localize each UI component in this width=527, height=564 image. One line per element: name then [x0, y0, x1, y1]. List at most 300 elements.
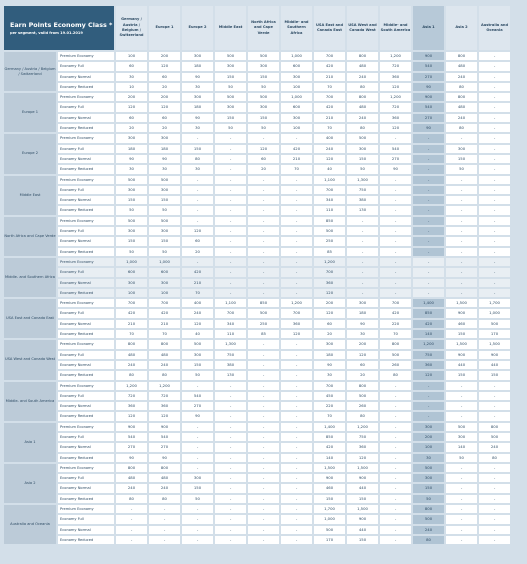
- points-cell: -: [446, 515, 477, 523]
- points-cell: -: [281, 237, 312, 245]
- points-cell: -: [413, 165, 444, 173]
- points-cell: -: [479, 495, 510, 503]
- points-cell: 460: [446, 320, 477, 328]
- class-label: Economy Full: [58, 145, 114, 153]
- points-cell: 150: [347, 495, 378, 503]
- points-cell: -: [182, 382, 213, 390]
- class-label: Economy Reduced: [58, 289, 114, 297]
- points-cell: -: [248, 402, 279, 410]
- points-cell: 120: [182, 227, 213, 235]
- points-cell: -: [182, 433, 213, 441]
- class-label: Economy Reduced: [58, 454, 114, 462]
- class-label: Economy Normal: [58, 402, 114, 410]
- points-cell: -: [215, 279, 246, 287]
- points-cell: 700: [314, 52, 345, 60]
- points-cell: 700: [149, 299, 180, 307]
- points-cell: 60: [149, 73, 180, 81]
- points-cell: 120: [248, 145, 279, 153]
- points-cell: 150: [182, 145, 213, 153]
- points-cell: 800: [149, 340, 180, 348]
- points-cell: -: [281, 289, 312, 297]
- class-label: Economy Full: [58, 186, 114, 194]
- points-cell: 50: [446, 165, 477, 173]
- points-cell: 30: [314, 371, 345, 379]
- points-cell: 1,000: [281, 52, 312, 60]
- table-row: [4, 258, 510, 266]
- points-cell: 480: [347, 62, 378, 70]
- points-cell: -: [479, 124, 510, 132]
- points-cell: 500: [116, 176, 147, 184]
- points-cell: 80: [182, 155, 213, 163]
- points-cell: 140: [446, 443, 477, 451]
- points-cell: 1,700: [479, 299, 510, 307]
- points-cell: -: [215, 484, 246, 492]
- points-cell: 300: [182, 93, 213, 101]
- points-cell: -: [380, 515, 411, 523]
- points-cell: 90: [347, 320, 378, 328]
- points-cell: 100: [281, 124, 312, 132]
- table-row: [4, 382, 510, 390]
- points-cell: 800: [347, 52, 378, 60]
- class-label: Premium Economy: [58, 340, 114, 348]
- points-cell: 120: [314, 155, 345, 163]
- region-label: Australia and Oceania: [4, 505, 56, 544]
- points-cell: 300: [347, 299, 378, 307]
- points-cell: 800: [479, 423, 510, 431]
- points-cell: 1,000: [479, 309, 510, 317]
- points-cell: -: [248, 505, 279, 513]
- points-cell: 80: [149, 495, 180, 503]
- table-title-cell: [4, 6, 114, 50]
- points-cell: 1,100: [215, 299, 246, 307]
- points-cell: -: [215, 176, 246, 184]
- points-cell: -: [116, 515, 147, 523]
- points-cell: 1,500: [347, 464, 378, 472]
- points-cell: -: [347, 279, 378, 287]
- points-cell: -: [479, 258, 510, 266]
- points-cell: -: [479, 248, 510, 256]
- points-cell: -: [380, 176, 411, 184]
- points-cell: -: [380, 412, 411, 420]
- points-cell: -: [248, 186, 279, 194]
- points-cell: 750: [347, 186, 378, 194]
- points-cell: 260: [347, 402, 378, 410]
- points-cell: -: [479, 176, 510, 184]
- points-cell: -: [380, 526, 411, 534]
- region-label: Europe 1: [4, 93, 56, 132]
- class-label: Premium Economy: [58, 217, 114, 225]
- points-cell: -: [215, 402, 246, 410]
- points-cell: -: [446, 258, 477, 266]
- points-cell: 300: [149, 227, 180, 235]
- points-cell: -: [446, 392, 477, 400]
- points-cell: -: [446, 505, 477, 513]
- points-cell: 90: [413, 83, 444, 91]
- points-cell: 850: [248, 299, 279, 307]
- points-cell: 720: [380, 103, 411, 111]
- points-cell: -: [281, 186, 312, 194]
- points-cell: 500: [248, 309, 279, 317]
- points-cell: -: [446, 248, 477, 256]
- points-cell: -: [413, 392, 444, 400]
- points-cell: -: [446, 237, 477, 245]
- points-cell: -: [413, 186, 444, 194]
- points-cell: 420: [149, 309, 180, 317]
- column-header: Middle- and Southern Africa: [281, 6, 312, 50]
- table-row: [4, 536, 510, 544]
- points-cell: -: [281, 217, 312, 225]
- points-cell: 80: [380, 371, 411, 379]
- points-cell: -: [281, 279, 312, 287]
- points-cell: 700: [281, 309, 312, 317]
- points-cell: 300: [149, 186, 180, 194]
- points-cell: 1,100: [314, 176, 345, 184]
- points-cell: 900: [446, 309, 477, 317]
- points-cell: 300: [248, 103, 279, 111]
- table-row: [4, 515, 510, 523]
- points-cell: -: [182, 196, 213, 204]
- table-row: [4, 340, 510, 348]
- points-cell: 480: [446, 103, 477, 111]
- points-cell: 540: [149, 433, 180, 441]
- points-cell: -: [215, 495, 246, 503]
- class-label: Economy Normal: [58, 484, 114, 492]
- points-cell: 600: [281, 103, 312, 111]
- points-cell: 180: [182, 103, 213, 111]
- class-label: Economy Reduced: [58, 83, 114, 91]
- points-cell: 30: [413, 454, 444, 462]
- points-cell: -: [446, 526, 477, 534]
- points-cell: 130: [347, 206, 378, 214]
- points-cell: 150: [446, 330, 477, 338]
- points-cell: 50: [149, 248, 180, 256]
- points-cell: 360: [347, 443, 378, 451]
- points-cell: 240: [149, 361, 180, 369]
- points-cell: 420: [281, 145, 312, 153]
- points-cell: -: [380, 279, 411, 287]
- points-cell: -: [446, 217, 477, 225]
- points-cell: 300: [281, 73, 312, 81]
- points-cell: 540: [182, 392, 213, 400]
- class-label: Economy Full: [58, 268, 114, 276]
- region-label: USA East and Canada East: [4, 299, 56, 338]
- points-cell: -: [380, 227, 411, 235]
- points-cell: 1,200: [281, 299, 312, 307]
- points-cell: 420: [380, 309, 411, 317]
- points-cell: -: [380, 392, 411, 400]
- points-cell: 360: [413, 361, 444, 369]
- points-cell: 200: [413, 433, 444, 441]
- points-cell: 300: [116, 279, 147, 287]
- points-cell: 170: [479, 330, 510, 338]
- points-cell: 360: [149, 402, 180, 410]
- points-cell: -: [281, 268, 312, 276]
- points-cell: 30: [149, 165, 180, 173]
- points-cell: 900: [149, 423, 180, 431]
- points-cell: 360: [314, 279, 345, 287]
- points-cell: -: [479, 196, 510, 204]
- points-cell: 480: [116, 351, 147, 359]
- points-cell: 80: [149, 371, 180, 379]
- points-cell: -: [446, 484, 477, 492]
- points-cell: -: [479, 52, 510, 60]
- class-label: Economy Reduced: [58, 165, 114, 173]
- class-label: Economy Reduced: [58, 371, 114, 379]
- class-label: Premium Economy: [58, 93, 114, 101]
- points-cell: 150: [446, 371, 477, 379]
- points-cell: 100: [413, 443, 444, 451]
- points-cell: -: [248, 423, 279, 431]
- points-cell: -: [380, 258, 411, 266]
- column-header: USA West and Canada West: [347, 6, 378, 50]
- points-cell: 120: [149, 62, 180, 70]
- class-label: Economy Reduced: [58, 124, 114, 132]
- class-label: Premium Economy: [58, 299, 114, 307]
- class-label: Premium Economy: [58, 134, 114, 142]
- points-cell: 90: [149, 454, 180, 462]
- points-cell: 90: [116, 155, 147, 163]
- table-row: [4, 330, 510, 338]
- points-cell: 180: [116, 145, 147, 153]
- points-cell: -: [446, 268, 477, 276]
- points-cell: 900: [347, 515, 378, 523]
- points-cell: -: [281, 196, 312, 204]
- points-cell: 480: [347, 103, 378, 111]
- points-cell: -: [380, 484, 411, 492]
- points-cell: 300: [116, 227, 147, 235]
- points-cell: 300: [314, 340, 345, 348]
- points-cell: 500: [149, 217, 180, 225]
- region-label: Middle- and South America: [4, 382, 56, 421]
- points-cell: -: [149, 515, 180, 523]
- points-cell: 50: [248, 83, 279, 91]
- points-cell: 240: [149, 484, 180, 492]
- points-cell: -: [215, 217, 246, 225]
- points-cell: -: [281, 536, 312, 544]
- points-cell: 750: [215, 351, 246, 359]
- points-cell: -: [248, 361, 279, 369]
- points-cell: -: [215, 186, 246, 194]
- points-cell: 120: [314, 289, 345, 297]
- points-cell: 800: [380, 340, 411, 348]
- points-cell: 270: [149, 443, 180, 451]
- points-cell: -: [479, 186, 510, 194]
- points-cell: 150: [248, 114, 279, 122]
- points-cell: 1,200: [380, 52, 411, 60]
- points-cell: -: [479, 103, 510, 111]
- points-cell: -: [413, 248, 444, 256]
- points-cell: 150: [314, 495, 345, 503]
- points-cell: 150: [182, 361, 213, 369]
- points-cell: 240: [116, 361, 147, 369]
- points-cell: 20: [248, 165, 279, 173]
- table-row: [4, 155, 510, 163]
- table-row: [4, 114, 510, 122]
- points-cell: -: [413, 258, 444, 266]
- table-row: [4, 83, 510, 91]
- points-cell: 150: [182, 484, 213, 492]
- points-cell: 70: [314, 124, 345, 132]
- points-cell: -: [182, 536, 213, 544]
- points-cell: 120: [347, 454, 378, 462]
- points-cell: -: [446, 402, 477, 410]
- points-cell: -: [182, 258, 213, 266]
- points-cell: 300: [413, 423, 444, 431]
- points-cell: -: [380, 237, 411, 245]
- points-cell: 240: [182, 309, 213, 317]
- points-cell: -: [281, 227, 312, 235]
- table-row: [4, 495, 510, 503]
- points-cell: 400: [314, 134, 345, 142]
- points-cell: -: [248, 433, 279, 441]
- points-cell: 1,000: [281, 93, 312, 101]
- points-cell: -: [380, 186, 411, 194]
- points-cell: 150: [413, 484, 444, 492]
- points-cell: 1,500: [347, 505, 378, 513]
- points-cell: 300: [446, 433, 477, 441]
- points-cell: -: [413, 279, 444, 287]
- points-cell: -: [380, 382, 411, 390]
- class-label: Economy Full: [58, 515, 114, 523]
- table-row: [4, 186, 510, 194]
- points-cell: 60: [116, 114, 147, 122]
- points-cell: -: [479, 145, 510, 153]
- points-cell: 210: [314, 114, 345, 122]
- points-cell: 150: [347, 155, 378, 163]
- points-cell: 110: [215, 330, 246, 338]
- points-cell: -: [446, 206, 477, 214]
- class-label: Economy Normal: [58, 320, 114, 328]
- points-cell: 90: [314, 361, 345, 369]
- points-cell: -: [281, 392, 312, 400]
- table-row: [4, 237, 510, 245]
- points-cell: 800: [446, 52, 477, 60]
- points-cell: -: [215, 443, 246, 451]
- points-cell: -: [347, 248, 378, 256]
- class-label: Premium Economy: [58, 258, 114, 266]
- points-cell: 60: [314, 320, 345, 328]
- table-row: [4, 454, 510, 462]
- points-cell: -: [380, 454, 411, 462]
- points-cell: 150: [215, 73, 246, 81]
- points-cell: 270: [413, 73, 444, 81]
- points-cell: 1,200: [149, 382, 180, 390]
- points-cell: 80: [347, 83, 378, 91]
- points-cell: -: [380, 134, 411, 142]
- column-header: Middle East: [215, 6, 246, 50]
- points-cell: -: [215, 526, 246, 534]
- points-cell: 700: [116, 299, 147, 307]
- points-cell: 210: [281, 155, 312, 163]
- points-cell: 80: [446, 83, 477, 91]
- points-cell: 1,500: [446, 299, 477, 307]
- points-cell: -: [116, 505, 147, 513]
- points-cell: -: [182, 515, 213, 523]
- points-cell: 300: [182, 474, 213, 482]
- points-cell: -: [182, 423, 213, 431]
- table-row: [4, 299, 510, 307]
- points-cell: -: [479, 279, 510, 287]
- points-cell: 300: [215, 62, 246, 70]
- points-cell: -: [446, 474, 477, 482]
- points-cell: 85: [248, 330, 279, 338]
- points-cell: 80: [347, 412, 378, 420]
- table-row: [4, 196, 510, 204]
- class-label: Economy Normal: [58, 73, 114, 81]
- points-cell: 800: [116, 464, 147, 472]
- points-cell: -: [479, 217, 510, 225]
- points-cell: 100: [116, 289, 147, 297]
- points-cell: -: [248, 526, 279, 534]
- points-cell: 500: [413, 464, 444, 472]
- points-cell: -: [413, 155, 444, 163]
- points-cell: 210: [149, 320, 180, 328]
- points-cell: -: [479, 237, 510, 245]
- points-cell: 440: [347, 526, 378, 534]
- points-cell: -: [281, 134, 312, 142]
- points-cell: 1,300: [215, 340, 246, 348]
- points-cell: 120: [149, 103, 180, 111]
- class-label: Economy Reduced: [58, 248, 114, 256]
- points-cell: 30: [182, 165, 213, 173]
- points-cell: -: [281, 423, 312, 431]
- points-cell: 500: [479, 320, 510, 328]
- points-cell: -: [380, 423, 411, 431]
- points-cell: -: [413, 217, 444, 225]
- points-cell: 750: [413, 351, 444, 359]
- points-cell: 600: [281, 62, 312, 70]
- points-cell: 500: [215, 93, 246, 101]
- class-label: Economy Full: [58, 392, 114, 400]
- points-cell: 420: [182, 268, 213, 276]
- points-cell: 440: [479, 361, 510, 369]
- points-cell: -: [281, 484, 312, 492]
- points-cell: -: [248, 351, 279, 359]
- points-cell: -: [380, 206, 411, 214]
- points-cell: 220: [314, 402, 345, 410]
- points-cell: -: [479, 515, 510, 523]
- points-cell: 800: [347, 93, 378, 101]
- earn-points-table: [2, 4, 512, 546]
- points-cell: 540: [413, 103, 444, 111]
- points-cell: -: [248, 176, 279, 184]
- points-cell: -: [281, 258, 312, 266]
- points-cell: 300: [347, 145, 378, 153]
- points-cell: -: [446, 289, 477, 297]
- points-cell: 30: [182, 83, 213, 91]
- points-cell: 480: [149, 474, 180, 482]
- points-cell: 60: [149, 114, 180, 122]
- points-cell: -: [182, 176, 213, 184]
- points-cell: -: [248, 454, 279, 462]
- points-cell: 720: [149, 392, 180, 400]
- table-row: [4, 52, 510, 60]
- table-subtitle: per segment, valid from 19.01.2019: [10, 30, 83, 35]
- points-cell: 20: [347, 371, 378, 379]
- points-cell: 90: [413, 124, 444, 132]
- points-cell: -: [380, 536, 411, 544]
- points-cell: -: [380, 402, 411, 410]
- points-cell: 300: [281, 114, 312, 122]
- points-cell: -: [281, 176, 312, 184]
- points-cell: 460: [314, 484, 345, 492]
- points-cell: -: [281, 464, 312, 472]
- points-cell: 380: [347, 196, 378, 204]
- points-cell: 380: [215, 361, 246, 369]
- points-cell: 260: [380, 361, 411, 369]
- points-cell: 340: [314, 196, 345, 204]
- points-cell: -: [413, 206, 444, 214]
